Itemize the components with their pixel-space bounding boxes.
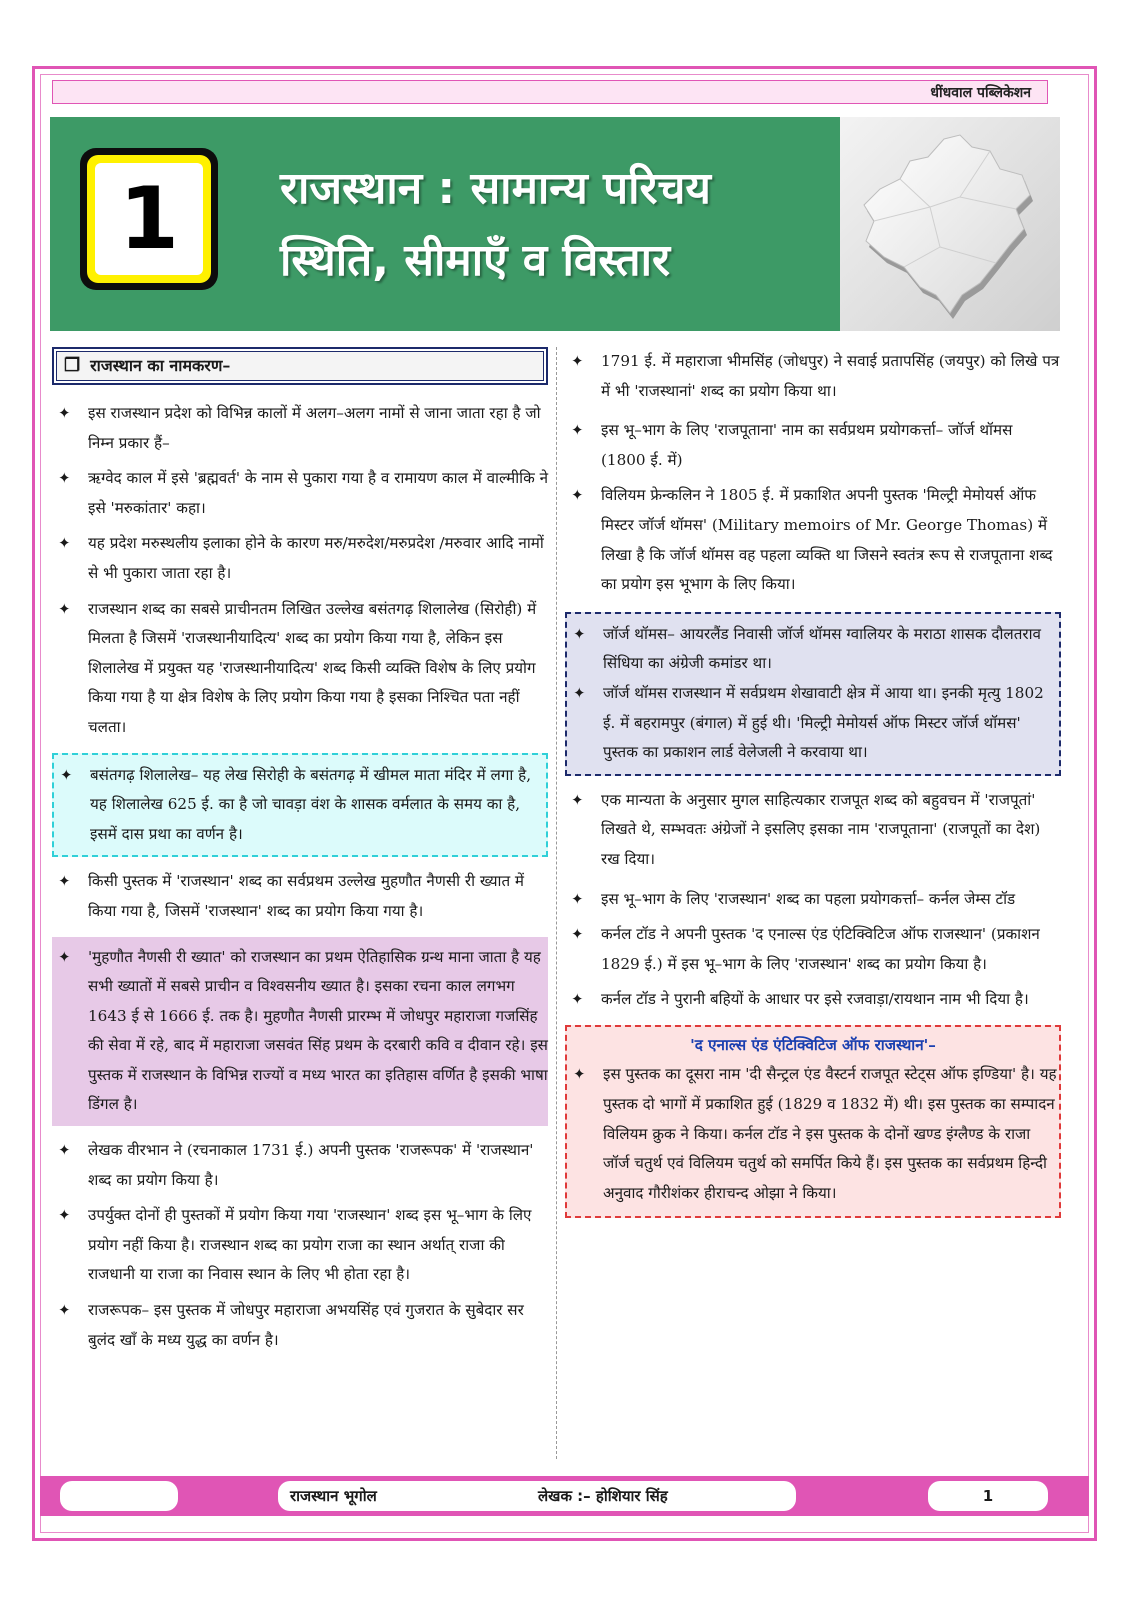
left-column — [52, 347, 548, 1361]
star-bullet-icon: ✦ — [58, 599, 71, 618]
star-bullet-icon: ✦ — [573, 1065, 586, 1084]
page-number: 1 — [928, 1481, 1048, 1511]
star-bullet-icon: ✦ — [58, 469, 71, 488]
star-bullet-icon: ✦ — [571, 925, 584, 944]
list-item: ✦ यह प्रदेश मरुस्थलीय इलाका होने के कारण मरु/मरुदेश/मरुप्रदेश /मरुवार आदि नामों से भी पुकारा जाता रहा है। — [52, 529, 548, 588]
rajasthan-map-icon — [840, 117, 1060, 331]
section-heading-text: राजस्थान का नामकरण– — [90, 356, 231, 376]
star-bullet-icon: ✦ — [58, 1206, 71, 1225]
annals-box-heading: 'द एनाल्स एंड एंटिक्विटिज ऑफ राजस्थान'– — [690, 1035, 936, 1054]
list-item: ✦ राजस्थान शब्द का सबसे प्राचीनतम लिखित उल्लेख बसंतगढ़ शिलालेख (सिरोही) में मिलता है जिसमें 'राजस्थानीयादित्य' शब्द का प्रयोग किया गया है, लेकिन इस शिलालेख में प्रयुक्त यह 'राजस्थानीयादित्य' शब्द किसी व्यक्ति विशेष के लिए प्रयोग किया गया है या क्षेत्र विशेष के लिए प्रयोग किया गया है इसका निश्चित पता नहीं चलता। — [52, 595, 548, 743]
list-item: ✦ लेखक वीरभान ने (रचनाकाल 1731 ई.) अपनी पुस्तक 'राजरूपक' में 'राजस्थान' शब्द का प्रयोग किया है। — [52, 1136, 548, 1195]
nainsi-khyat-note-box: ✦ 'मुहणौत नैणसी री ख्यात' को राजस्थान का प्रथम ऐतिहासिक ग्रन्थ माना जाता है यह सभी ख्यातों में सबसे प्राचीन व विश्वसनीय ख्यात है। इसका रचना काल लगभग 1643 ई से 1666 ई. तक है। मुहणौत नैणसी प्रारम्भ में जोधपुर महाराजा गजसिंह की सेवा में रहे, बाद में महाराजा जसवंत सिंह प्रथम के दरबारी कवि व दीवान रहे। इस पुस्तक में राजस्थान के विभिन्न राज्यों व मध्य भारत का इतिहास वर्णित है इसकी भाषा डिंगल है। — [52, 937, 548, 1127]
star-bullet-icon: ✦ — [571, 352, 584, 370]
star-bullet-icon: ✦ — [571, 990, 584, 1009]
star-bullet-icon: ✦ — [571, 889, 584, 908]
george-thomas-note-box: ✦ जॉर्ज थॉमस– आयरलैंड निवासी जॉर्ज थॉमस ग्वालियर के मराठा शासक दौलतराव सिंधिया का अंग्रेजी कमांडर था। ✦ जॉर्ज थॉमस राजस्थान में सर्वप्रथम शेखावाटी क्षेत्र में आया था। इनकी मृत्यु 1802 ई. में बहरामपुर (बंगाल) में हुई थी। 'मिल्ट्री मेमोयर्स ऑफ मिस्टर जॉर्ज थॉमस' पुस्तक का प्रकाशन लार्ड वेलेजली ने करवाया था। — [565, 612, 1061, 776]
footer-blank-pill — [60, 1481, 178, 1511]
chapter-title-line1: राजस्थान : सामान्य परिचय — [280, 163, 711, 214]
star-bullet-icon: ✦ — [58, 872, 71, 891]
star-bullet-icon: ✦ — [58, 1301, 71, 1320]
list-item: ✦ इस राजस्थान प्रदेश को विभिन्न कालों में अलग–अलग नामों से जाना जाता रहा है जो निम्न प्रकार हैं– — [52, 399, 548, 458]
footer-subject: राजस्थान भूगोल — [290, 1487, 377, 1505]
footer-author: लेखक :– होशियार सिंह — [538, 1487, 668, 1505]
publisher-name: धींधवाल पब्लिकेशन — [930, 85, 1031, 101]
star-bullet-icon: ✦ — [573, 683, 586, 702]
list-item: ✦ ऋग्वेद काल में इसे 'ब्रह्मवर्त' के नाम से पुकारा गया है व रामायण काल में वाल्मीकि ने इसे 'मरुकांतार' कहा। — [52, 464, 548, 523]
list-item: ✦ उपर्युक्त दोनों ही पुस्तकों में प्रयोग किया गया 'राजस्थान' शब्द इस भू–भाग के लिए प्रयोग नहीं किया है। राजस्थान शब्द का प्रयोग राजा का स्थान अर्थात् राजा की राजधानी या राजा का निवास स्थान के लिए भी होता रहा है। — [52, 1201, 548, 1290]
chapter-number: 1 — [95, 163, 203, 275]
star-bullet-icon: ✦ — [58, 947, 71, 966]
list-item: ✦ इस भू–भाग के लिए 'राजपूताना' नाम का सर्वप्रथम प्रयोगकर्त्ता– जॉर्ज थॉमस (1800 ई. में) — [565, 416, 1061, 475]
publisher-bar — [52, 80, 1048, 104]
star-bullet-icon: ✦ — [571, 790, 584, 809]
section-heading — [52, 347, 548, 385]
chapter-number-box — [80, 148, 218, 290]
star-bullet-icon: ✦ — [58, 534, 71, 553]
star-bullet-icon: ✦ — [573, 624, 586, 643]
star-bullet-icon: ✦ — [58, 404, 71, 422]
star-bullet-icon: ✦ — [60, 765, 73, 784]
right-column — [565, 347, 1061, 1218]
list-item: ✦ कर्नल टॉड ने अपनी पुस्तक 'द एनाल्स एंड एंटिक्विटिज ऑफ राजस्थान' (प्रकाशन 1829 ई.) में इस भू–भाग के लिए 'राजस्थान' शब्द का प्रयोग किया है। — [565, 920, 1061, 979]
list-item: ✦ कर्नल टॉड ने पुरानी बहियों के आधार पर इसे रजवाड़ा/रायथान नाम भी दिया है। — [565, 985, 1061, 1015]
star-bullet-icon: ✦ — [58, 1141, 71, 1160]
star-bullet-icon: ✦ — [571, 421, 584, 440]
footer-info-pill — [278, 1481, 796, 1511]
list-item: ✦ 1791 ई. में महाराजा भीमसिंह (जोधपुर) ने सवाई प्रतापसिंह (जयपुर) को लिखे पत्र में भी 'राजस्थानां' शब्द का प्रयोग किया था। — [565, 347, 1061, 406]
column-divider — [556, 347, 557, 1459]
list-item: ✦ इस भू–भाग के लिए 'राजस्थान' शब्द का पहला प्रयोगकर्त्ता– कर्नल जेम्स टॉड — [565, 885, 1061, 915]
basantgarh-note-box: ✦ बसंतगढ़ शिलालेख– यह लेख सिरोही के बसंतगढ़ में खीमल माता मंदिर में लगा है, यह शिलालेख 625 ई. का है जो चावड़ा वंश के शासक वर्मलात के समय का है, इसमें दास प्रथा का वर्णन है। — [52, 753, 548, 858]
annals-note-box: 'द एनाल्स एंड एंटिक्विटिज ऑफ राजस्थान'– ✦ इस पुस्तक का दूसरा नाम 'दी सैन्ट्रल एंड वैस्टर्न राजपूत स्टेट्स ऑफ इण्डिया' है। यह पुस्तक दो भागों में प्रकाशित हुई (1829 व 1832 में) थी। इस पुस्तक का सम्पादन विलियम क्रुक ने किया। कर्नल टॉड ने इस पुस्तक के दोनों खण्ड इंग्लैण्ड के राजा जॉर्ज चतुर्थ एवं विलियम चतुर्थ को समर्पित किये हैं। इस पुस्तक का सर्वप्रथम हिन्दी अनुवाद गौरीशंकर हीराचन्द ओझा ने किया। — [565, 1025, 1061, 1219]
checkbox-square-icon: ❐ — [64, 355, 81, 377]
list-item: ✦ किसी पुस्तक में 'राजस्थान' शब्द का सर्वप्रथम उल्लेख मुहणौत नैणसी री ख्यात में किया गया है, जिसमें 'राजस्थान' शब्द का प्रयोग किया गया है। — [52, 867, 548, 926]
list-item: ✦ राजरूपक– इस पुस्तक में जोधपुर महाराजा अभयसिंह एवं गुजरात के सुबेदार सर बुलंद खाँ के मध्य युद्ध का वर्णन है। — [52, 1296, 548, 1355]
list-item: ✦ विलियम फ्रेन्कलिन ने 1805 ई. में प्रकाशित अपनी पुस्तक 'मिल्ट्री मेमोयर्स ऑफ मिस्टर जॉर्ज थॉमस' (Military memoirs of Mr. George Thomas) में लिखा है कि जॉर्ज थॉमस वह पहला व्यक्ति था जिसने स्वतंत्र रूप से राजपूताना शब्द का प्रयोग इस भूभाग के लिए किया। — [565, 481, 1061, 599]
star-bullet-icon: ✦ — [571, 486, 584, 505]
chapter-title-line2: स्थिति, सीमाएँ व विस्तार — [280, 235, 670, 286]
list-item: ✦ एक मान्यता के अनुसार मुगल साहित्यकार राजपूत शब्द को बहुवचन में 'राजपूतां' लिखते थे, सम्भवतः अंग्रेजों ने इसलिए इसका नाम 'राजपूताना' (राजपूतों का देश) रख दिया। — [565, 786, 1061, 875]
